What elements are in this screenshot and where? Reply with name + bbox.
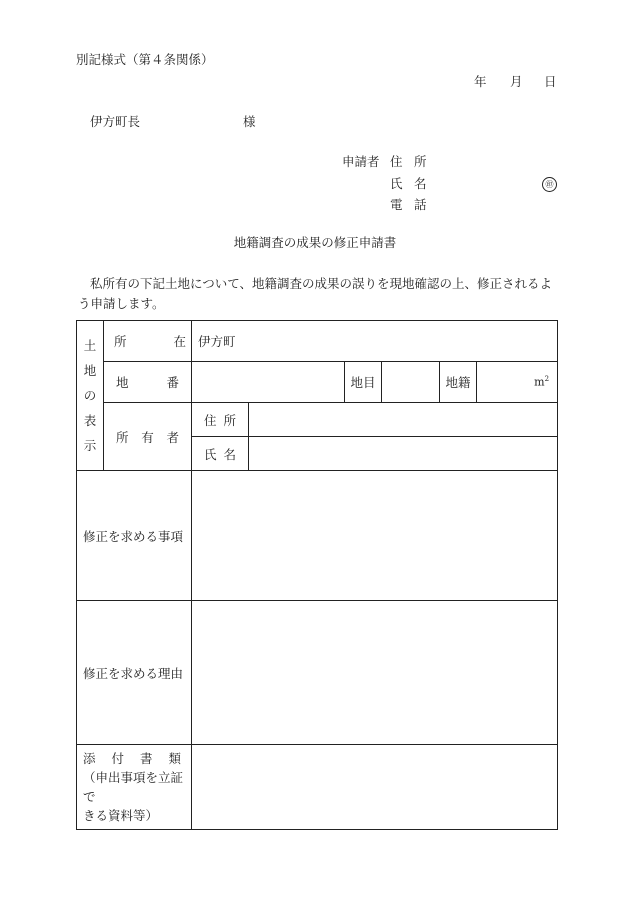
lot-char-1: 地	[116, 375, 129, 390]
land-display-char: 土	[83, 338, 97, 353]
lot-number-field[interactable]	[192, 362, 345, 403]
owner-label-cell	[104, 403, 192, 471]
land-display-char: 地	[83, 363, 97, 378]
land-display-char: の	[83, 388, 97, 403]
addressee-honorific: 様	[243, 114, 256, 129]
seal-icon: ㊞	[542, 177, 557, 192]
land-display-char: 示	[83, 438, 97, 453]
attach-char-4: 類	[168, 751, 181, 766]
owner-name-field[interactable]	[249, 437, 558, 471]
attach-char-2: 付	[111, 751, 124, 766]
attach-char-3: 書	[139, 751, 153, 766]
location-label-cell	[104, 321, 192, 362]
applicant-name-char-2: 名	[414, 176, 427, 191]
location-value-field[interactable]: 伊方町	[192, 321, 558, 362]
lot-char-2: 番	[166, 375, 179, 390]
land-display-char: 表	[83, 413, 97, 428]
owner-address-label	[192, 403, 249, 437]
addressee-name: 伊方町長	[90, 114, 141, 129]
seal-mark	[542, 177, 557, 192]
correction-reason-label: 修正を求める理由	[77, 601, 192, 745]
owner-char-1: 所	[116, 429, 129, 445]
correction-items-label: 修正を求める事項	[77, 471, 192, 601]
applicant-phone-char-1: 電	[390, 197, 403, 212]
date-year-label: 年	[474, 74, 487, 89]
attach-note-line-1: （申出事項を立証で	[83, 770, 184, 804]
attachments-row	[77, 745, 558, 830]
owner-address-row	[77, 403, 558, 437]
attachments-label	[77, 745, 192, 830]
owner-char-3: 者	[166, 429, 179, 445]
correction-items-row	[77, 471, 558, 601]
land-category-label: 地目	[345, 362, 382, 403]
land-category-field[interactable]	[382, 362, 440, 403]
area-label: 地籍	[440, 362, 477, 403]
applicant-phone-char-2: 話	[414, 197, 427, 212]
location-row	[77, 321, 558, 362]
applicant-address-char-1: 住	[390, 154, 403, 169]
area-unit: m	[534, 375, 545, 389]
document-title: 地籍調査の成果の修正申請書	[233, 235, 397, 250]
owner-address-char-2: 所	[223, 412, 236, 428]
applicant-label: 申請者	[342, 154, 380, 169]
correction-reason-row	[77, 601, 558, 745]
date-day-label: 日	[544, 74, 557, 89]
correction-items-field[interactable]	[192, 471, 558, 601]
applicant-name-char-1: 氏	[390, 176, 403, 191]
owner-name-char-2: 名	[223, 446, 236, 462]
location-char-2: 在	[173, 334, 186, 349]
attach-note-line-2: きる資料等）	[83, 808, 159, 823]
owner-address-char-1: 住	[204, 412, 217, 428]
application-form-table	[76, 320, 558, 830]
correction-reason-field[interactable]	[192, 601, 558, 745]
owner-name-label	[192, 437, 249, 471]
attach-char-1: 添	[83, 751, 96, 766]
date-month-label: 月	[510, 74, 523, 89]
attachments-field[interactable]	[192, 745, 558, 830]
applicant-address-char-2: 所	[414, 154, 427, 169]
location-char-1: 所	[114, 334, 127, 349]
area-field[interactable]	[477, 362, 558, 403]
area-unit-superscript: 2	[544, 375, 550, 384]
form-number: 別記様式（第４条関係）	[76, 52, 214, 67]
lot-row	[77, 362, 558, 403]
lot-label-cell	[104, 362, 192, 403]
owner-address-field[interactable]	[249, 403, 558, 437]
owner-name-char-1: 氏	[204, 446, 217, 462]
owner-char-2: 有	[141, 429, 154, 445]
intro-paragraph: 私所有の下記土地について、地籍調査の成果の誤りを現地確認の上、修正されるよう申請します。	[78, 276, 553, 311]
land-display-header	[77, 321, 104, 471]
